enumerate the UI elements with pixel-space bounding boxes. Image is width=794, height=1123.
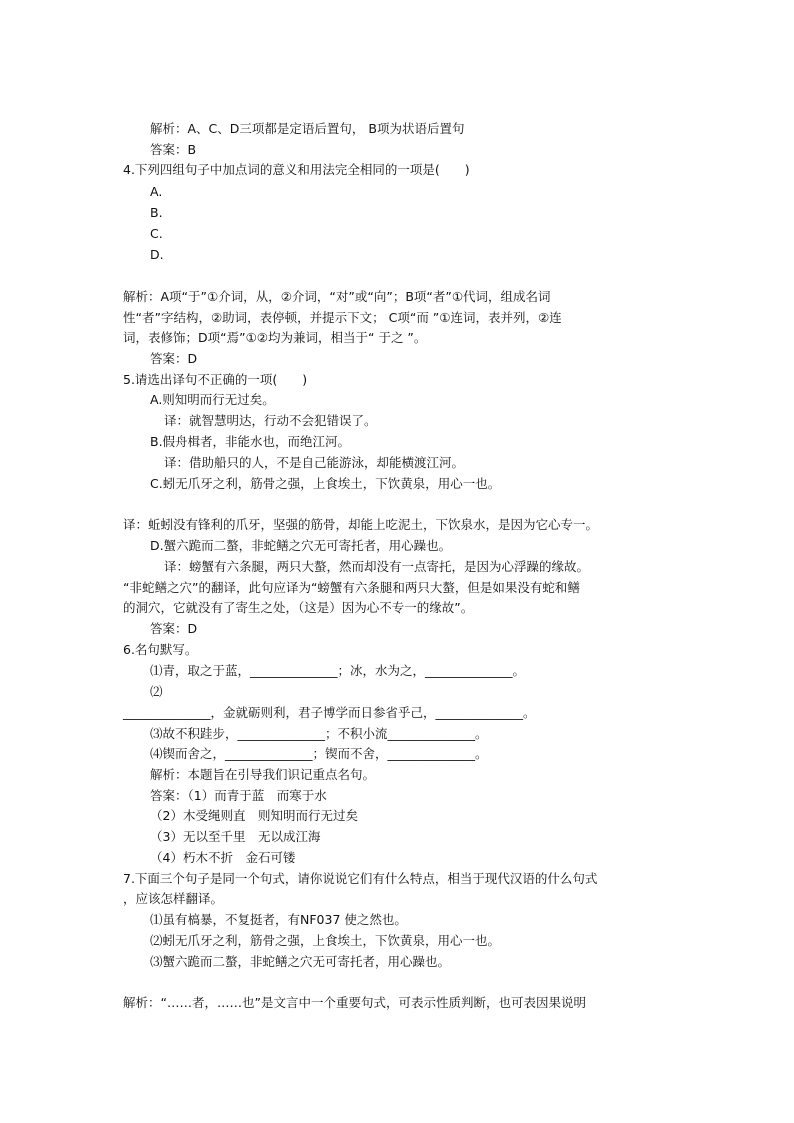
sentence-7-2: ⑵蚓无爪牙之利，筋骨之强，上食埃土，下饮黄泉，用心一也。 xyxy=(150,933,501,948)
translation-5c: 译：蚯蚓没有锋利的爪牙，坚强的筋骨，却能上吃泥土，下饮泉水，是因为它心专一。 xyxy=(123,517,599,532)
option-4d: D. xyxy=(150,247,164,262)
answer-q5: 答案：D xyxy=(150,621,198,636)
question-4: 4.下列四组句子中加点词的意义和用法完全相同的一项是( ) xyxy=(123,162,470,177)
question-6: 6.名句默写。 xyxy=(123,642,198,657)
translation-5a: 译：就智慧明达，行动不会犯错误了。 xyxy=(164,413,377,428)
answer-q6-4: （4）朽木不折 金石可镂 xyxy=(150,850,296,865)
answer-q6-1: 答案：（1）而青于蓝 而寒于水 xyxy=(150,788,327,803)
option-4a: A. xyxy=(150,184,163,199)
sentence-7-3: ⑶蟹六跪而二螯，非蛇鳝之穴无可寄托者，用心躁也。 xyxy=(150,954,451,969)
option-4b: B. xyxy=(150,205,163,220)
translation-5d: 译：螃蟹有六条腿，两只大螯，然而却没有一点寄托，是因为心浮躁的缘故。 xyxy=(164,559,590,574)
answer-q6-3: （3）无以至千里 无以成江海 xyxy=(150,829,321,844)
item-6-2: ______________，金就砺则利，君子博学而日参省乎己，______________。 xyxy=(123,705,536,720)
analysis-q3: 解析：A、C、D三项都是定语后置句， B项为状语后置句 xyxy=(150,121,465,136)
item-6-3: ⑶故不积跬步，______________；不积小流______________。 xyxy=(150,726,488,741)
option-5d: D.蟹六跪而二螯，非蛇鳝之穴无可寄托者，用心躁也。 xyxy=(150,538,452,553)
answer-q4: 答案：D xyxy=(150,351,198,366)
analysis-q4-line2: 性“者”字结构，②助词，表停顿，并提示下文； C项“而 ”①连词，表并列，②连 xyxy=(123,310,562,325)
analysis-q4-line3: 词，表修饰；D项“焉”①②均为兼词，相当于“ 于之 ”。 xyxy=(123,330,427,345)
analysis-q4-line1: 解析：A项“于”①介词，从，②介词，“对”或“向”；B项“者”①代词，组成名词 xyxy=(123,289,551,304)
option-5b: B.假舟楫者，非能水也，而绝江河。 xyxy=(150,434,351,449)
analysis-q5-line2: 的洞穴，它就没有了寄生之处，（这是）因为心不专一的缘故”。 xyxy=(123,600,474,615)
translation-5b: 译：借助船只的人，不是自己能游泳，却能横渡江河。 xyxy=(164,455,465,470)
question-7-line2: ，应该怎样翻译。 xyxy=(123,891,224,906)
item-6-4: ⑷锲而舍之，______________；锲而不舍，______________。 xyxy=(150,746,488,761)
option-4c: C. xyxy=(150,226,163,241)
question-7-line1: 7.下面三个句子是同一个句式，请你说说它们有什么特点，相当于现代汉语的什么句式 xyxy=(123,871,598,886)
answer-q3: 答案：B xyxy=(150,142,197,157)
option-5a: A.则知明而行无过矣。 xyxy=(150,392,275,407)
item-6-1: ⑴青，取之于蓝，______________；冰，水为之，______________。 xyxy=(150,663,526,678)
analysis-q7: 解析：“……者，……也”是文言中一个重要句式，可表示性质判断，也可表因果说明 xyxy=(123,995,586,1010)
sentence-7-1: ⑴虽有槁暴，不复挺者，有NF037 使之然也。 xyxy=(150,912,407,927)
item-6-2-label: ⑵ xyxy=(150,684,163,699)
option-5c: C.蚓无爪牙之利，筋骨之强，上食埃土，下饮黄泉，用心一也。 xyxy=(150,476,501,491)
answer-q6-2: （2）木受绳则直 则知明而行无过矣 xyxy=(150,808,358,823)
analysis-q6: 解析：本题旨在引导我们识记重点名句。 xyxy=(150,767,376,782)
analysis-q5-line1: “非蛇鳝之穴”的翻译，此句应译为“螃蟹有六条腿和两只大螯，但是如果没有蛇和鳝 xyxy=(123,580,580,595)
question-5: 5.请选出译句不正确的一项( ) xyxy=(123,372,308,387)
